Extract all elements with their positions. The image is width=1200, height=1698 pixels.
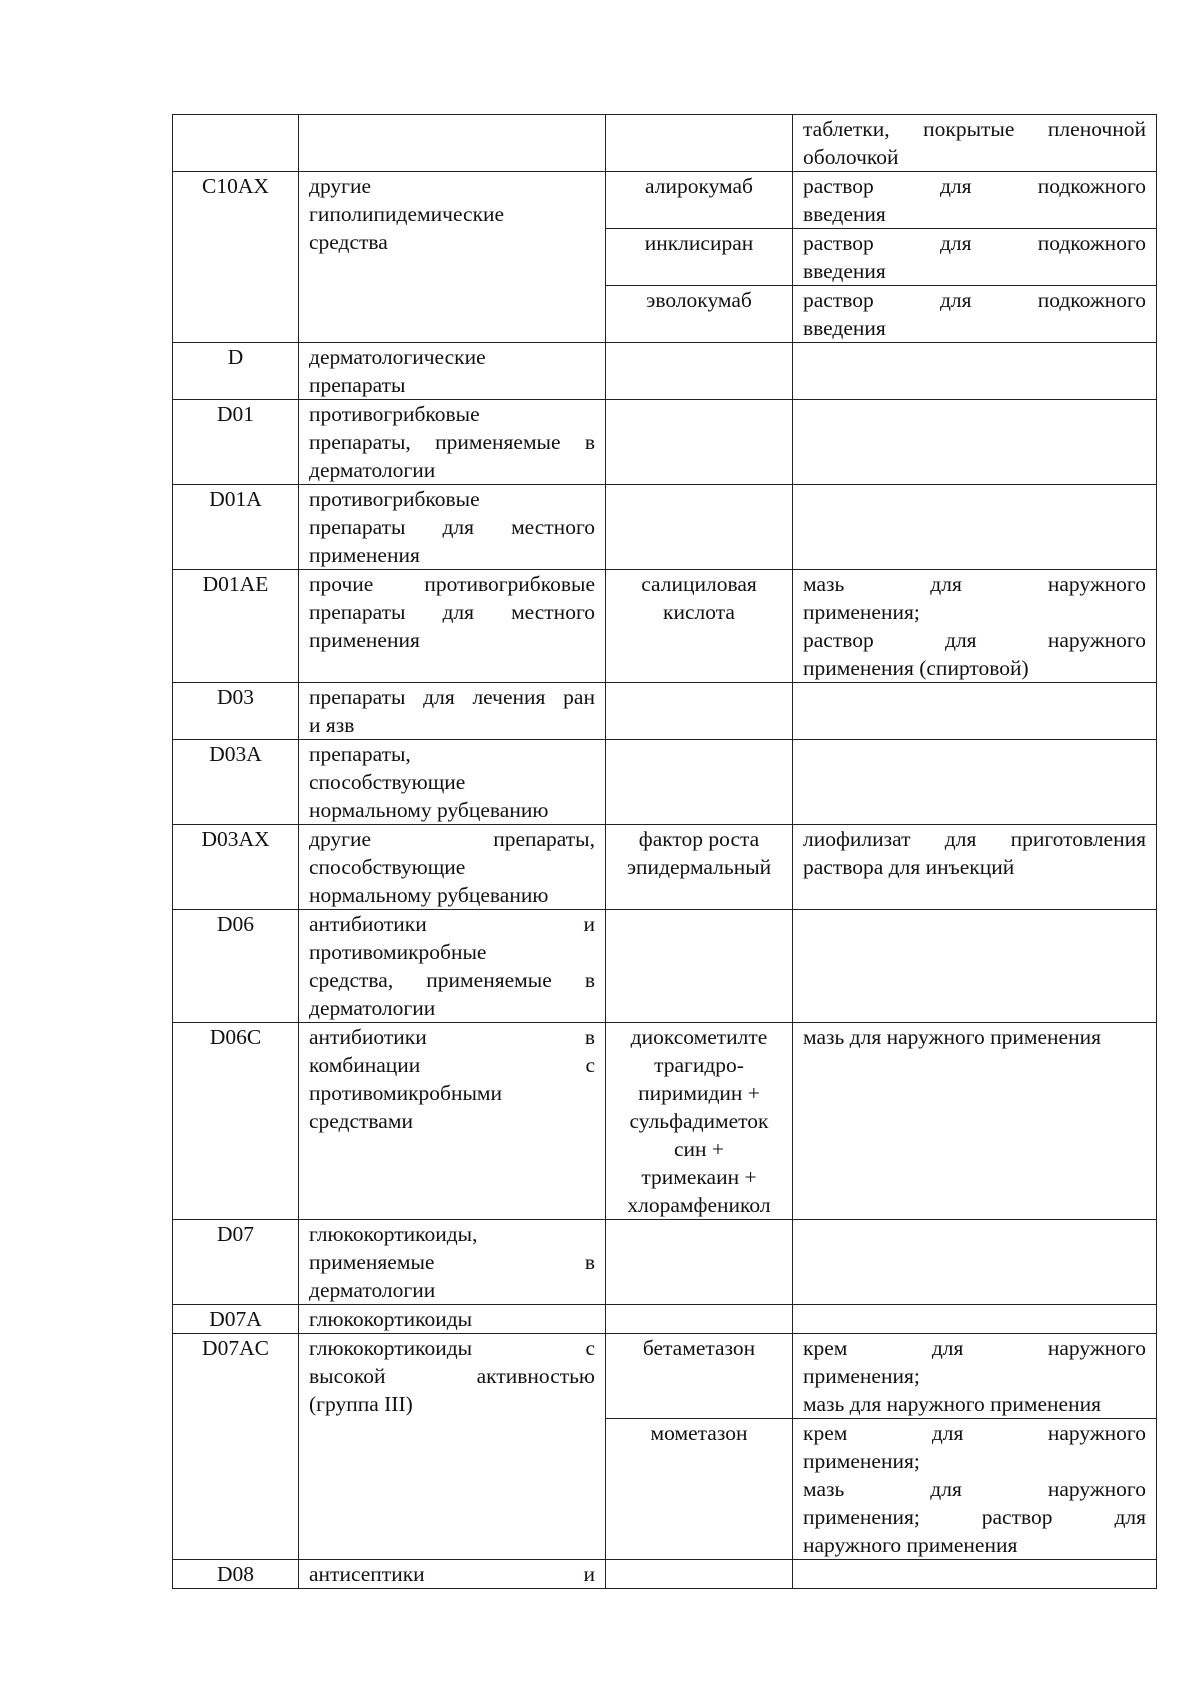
cell-word: глюкокортикоиды, (309, 1222, 478, 1246)
cell-word: для (939, 231, 972, 255)
atc-code: D07AC (202, 1336, 269, 1360)
cell-word: бетаметазон (642, 1336, 756, 1360)
atc-code-cell (173, 485, 299, 570)
cell-word: для (1114, 1505, 1146, 1529)
cell-word: мазь (803, 1477, 845, 1501)
cell-word: раствор (981, 1505, 1053, 1529)
cell-word: эволокумаб (646, 288, 752, 312)
table-row (173, 343, 1157, 400)
table-row (173, 1334, 1157, 1419)
atc-code: C10AX (202, 174, 269, 198)
cell-word: инклисиран (644, 231, 754, 255)
cell-word: местного (511, 600, 595, 624)
atc-code: D03A (209, 742, 262, 766)
cell-word: дерматологии (309, 458, 436, 482)
cell-line (616, 1107, 782, 1135)
atc-code-cell (173, 683, 299, 740)
cell-word: покрытые (923, 117, 1015, 141)
cell-word: применения (спиртовой) (803, 656, 1029, 680)
cell-word: для (939, 174, 972, 198)
cell-line (309, 1305, 595, 1333)
cell-line (616, 1334, 782, 1362)
cell-word: высокой (309, 1364, 386, 1388)
group-name-cell (299, 683, 606, 740)
cell-word: способствующие (309, 770, 466, 794)
cell-word: крем (803, 1421, 848, 1445)
cell-word: препараты, (309, 430, 411, 454)
cell-word: препараты (309, 600, 406, 624)
cell-line (616, 570, 782, 598)
group-name-cell (299, 485, 606, 570)
cell-line (616, 825, 782, 853)
cell-line (309, 541, 595, 569)
dosage-form-cell (793, 1220, 1157, 1305)
cell-line (309, 626, 595, 654)
cell-line (616, 172, 782, 200)
atc-code: D07A (209, 1307, 262, 1331)
atc-code-cell (173, 825, 299, 910)
group-name-cell (299, 740, 606, 825)
table-row (173, 115, 1157, 172)
cell-word: и (583, 1562, 595, 1586)
cell-word: крем (803, 1336, 848, 1360)
atc-code-cell (173, 1305, 299, 1334)
cell-word: пиримидин + (638, 1081, 760, 1105)
cell-line (616, 1163, 782, 1191)
cell-word: активностью (476, 1364, 595, 1388)
atc-code: D (227, 345, 244, 369)
cell-line (803, 825, 1146, 853)
cell-line (616, 1023, 782, 1051)
cell-line (803, 1447, 1146, 1475)
cell-word: для (931, 1336, 964, 1360)
atc-code-cell (173, 172, 299, 343)
dosage-form-cell (793, 910, 1157, 1023)
table-row (173, 1023, 1157, 1220)
atc-code-cell (173, 1220, 299, 1305)
cell-word: препараты, (309, 742, 411, 766)
dosage-form-cell (793, 485, 1157, 570)
group-name-cell (299, 343, 606, 400)
dosage-form-cell (793, 400, 1157, 485)
group-name-cell (299, 570, 606, 683)
cell-word: с (585, 1336, 595, 1360)
cell-word: мазь для наружного применения (803, 1025, 1101, 1049)
cell-word: местного (511, 515, 595, 539)
cell-word: применяемые (309, 1250, 435, 1274)
cell-word: введения (803, 316, 886, 340)
cell-line (803, 570, 1146, 598)
atc-code: D06 (216, 912, 255, 936)
inn-cell (606, 740, 793, 825)
cell-word: кислота (663, 600, 735, 624)
cell-word: применяемые (435, 430, 561, 454)
cell-word: пленочной (1047, 117, 1146, 141)
group-name-cell (299, 1560, 606, 1589)
table-row (173, 910, 1157, 1023)
cell-line (309, 1390, 595, 1418)
inn-cell (606, 400, 793, 485)
table-row (173, 172, 1157, 229)
cell-line (803, 598, 1146, 626)
cell-line (309, 570, 595, 598)
cell-line (616, 1051, 782, 1079)
inn-cell (606, 485, 793, 570)
cell-line (803, 1531, 1146, 1559)
cell-word: для (930, 572, 962, 596)
group-name-cell (299, 910, 606, 1023)
cell-word: препараты (309, 685, 406, 709)
cell-word: наружного (1047, 628, 1146, 652)
cell-word: салициловая (641, 572, 757, 596)
cell-word: применяемые (426, 968, 552, 992)
cell-word: средствами (309, 1109, 413, 1133)
cell-line (309, 796, 595, 824)
inn-cell (606, 172, 793, 229)
cell-word: алирокумаб (644, 174, 753, 198)
cell-line (616, 1079, 782, 1107)
cell-word: дерматологические (309, 345, 486, 369)
cell-line (309, 740, 595, 768)
inn-cell (606, 229, 793, 286)
drug-classification-table (172, 114, 1157, 1589)
cell-word: диоксометилте (630, 1025, 768, 1049)
inn-cell (606, 825, 793, 910)
group-name-cell (299, 1334, 606, 1560)
cell-word: введения (803, 202, 886, 226)
cell-word: эпидермальный (626, 855, 772, 879)
cell-word: с (585, 1053, 595, 1077)
cell-line (309, 1079, 595, 1107)
inn-cell (606, 910, 793, 1023)
cell-word: применения (309, 628, 420, 652)
cell-line (309, 513, 595, 541)
cell-line (616, 598, 782, 626)
cell-line (309, 1023, 595, 1051)
cell-line (309, 1107, 595, 1135)
inn-cell (606, 1419, 793, 1560)
cell-word: другие (309, 174, 372, 198)
cell-line (803, 229, 1146, 257)
table-row (173, 570, 1157, 683)
cell-word: мометазон (650, 1421, 748, 1445)
atc-code-cell (173, 740, 299, 825)
atc-code: D07 (216, 1222, 255, 1246)
cell-word: препараты (309, 373, 406, 397)
inn-cell (606, 683, 793, 740)
cell-word: применения; (803, 1449, 920, 1473)
cell-word: антисептики (309, 1562, 425, 1586)
cell-line (309, 1334, 595, 1362)
atc-code: D01AE (202, 572, 269, 596)
cell-line (803, 654, 1146, 682)
atc-code: D08 (216, 1562, 255, 1586)
cell-word: антибиотики (309, 912, 427, 936)
cell-word: препараты (309, 515, 406, 539)
cell-word: наружного (1047, 1477, 1146, 1501)
cell-word: фактор роста (638, 827, 760, 851)
dosage-form-cell (793, 570, 1157, 683)
inn-cell (606, 1220, 793, 1305)
atc-code: D03AX (201, 827, 270, 851)
cell-word: лиофилизат (803, 827, 911, 851)
cell-word: способствующие (309, 855, 466, 879)
table-row (173, 1220, 1157, 1305)
cell-word: и (583, 912, 595, 936)
inn-cell (606, 570, 793, 683)
cell-word: ран (563, 685, 595, 709)
cell-word: для (442, 600, 475, 624)
cell-word: и язв (309, 713, 355, 737)
atc-code: D01A (209, 487, 262, 511)
cell-word: введения (803, 259, 886, 283)
cell-line (309, 598, 595, 626)
cell-line (309, 1248, 595, 1276)
cell-word: раствор (803, 628, 874, 652)
cell-word: подкожного (1037, 288, 1146, 312)
cell-line (803, 853, 1146, 881)
inn-cell (606, 115, 793, 172)
cell-line (803, 286, 1146, 314)
cell-word: раствор (803, 174, 874, 198)
cell-line (803, 626, 1146, 654)
cell-word: наружного применения (803, 1533, 1018, 1557)
atc-code: D06C (209, 1025, 262, 1049)
cell-line (803, 143, 1146, 171)
cell-word: противогрибковые (424, 572, 595, 596)
cell-line (309, 172, 595, 200)
cell-word: для (944, 827, 977, 851)
cell-word: лечения (472, 685, 546, 709)
cell-word: применения; (803, 1364, 920, 1388)
cell-word: сульфадиметок (629, 1109, 769, 1133)
inn-cell (606, 1560, 793, 1589)
cell-word: син + (673, 1137, 725, 1161)
cell-line (616, 1419, 782, 1447)
cell-word: мазь для наружного применения (803, 1392, 1101, 1416)
cell-word: раствора для инъекций (803, 855, 1015, 879)
atc-code-cell (173, 570, 299, 683)
cell-line (616, 229, 782, 257)
cell-line (309, 966, 595, 994)
cell-word: оболочкой (803, 145, 899, 169)
cell-word: средства (309, 230, 388, 254)
atc-code: D03 (216, 685, 255, 709)
cell-word: наружного (1047, 1421, 1146, 1445)
cell-line (309, 1560, 595, 1588)
table-row (173, 825, 1157, 910)
cell-line (803, 314, 1146, 342)
cell-line (309, 200, 595, 228)
cell-line (309, 683, 595, 711)
atc-code-cell (173, 1560, 299, 1589)
cell-word: мазь (803, 572, 845, 596)
cell-line (309, 1220, 595, 1248)
cell-line (803, 115, 1146, 143)
cell-line (803, 1503, 1146, 1531)
atc-code-cell (173, 1023, 299, 1220)
cell-line (309, 1276, 595, 1304)
cell-word: дерматологии (309, 1278, 436, 1302)
atc-code-cell (173, 400, 299, 485)
cell-line (309, 910, 595, 938)
dosage-form-cell (793, 683, 1157, 740)
cell-line (309, 1362, 595, 1390)
cell-line (803, 1023, 1146, 1051)
cell-word: прочие (309, 572, 374, 596)
cell-word: глюкокортикоиды (309, 1307, 473, 1331)
cell-line (309, 485, 595, 513)
cell-word: комбинации (309, 1053, 421, 1077)
atc-code: D01 (216, 402, 255, 426)
dosage-form-cell (793, 1023, 1157, 1220)
cell-word: подкожного (1037, 174, 1146, 198)
cell-line (803, 1419, 1146, 1447)
cell-line (309, 343, 595, 371)
table-row (173, 683, 1157, 740)
dosage-form-cell (793, 172, 1157, 229)
cell-word: таблетки, (803, 117, 890, 141)
cell-line (309, 228, 595, 256)
group-name-cell (299, 1220, 606, 1305)
cell-line (309, 938, 595, 966)
dosage-form-cell (793, 115, 1157, 172)
cell-line (309, 371, 595, 399)
cell-word: противогрибковые (309, 487, 480, 511)
cell-word: раствор (803, 231, 874, 255)
cell-word: другие (309, 827, 372, 851)
cell-word: средства, (309, 968, 394, 992)
cell-word: наружного (1047, 572, 1146, 596)
inn-cell (606, 1023, 793, 1220)
cell-line (309, 853, 595, 881)
cell-line (803, 257, 1146, 285)
group-name-cell (299, 115, 606, 172)
group-name-cell (299, 825, 606, 910)
group-name-cell (299, 172, 606, 343)
cell-word: в (584, 1025, 595, 1049)
cell-word: в (584, 968, 595, 992)
cell-word: наружного (1047, 1336, 1146, 1360)
cell-word: глюкокортикоиды (309, 1336, 473, 1360)
cell-word: противогрибковые (309, 402, 480, 426)
cell-word: противомикробными (309, 1081, 503, 1105)
table-row (173, 740, 1157, 825)
cell-word: трагидро- (654, 1053, 744, 1077)
cell-line (309, 825, 595, 853)
cell-word: противомикробные (309, 940, 487, 964)
table-row (173, 400, 1157, 485)
cell-line (803, 1334, 1146, 1362)
cell-word: для (931, 1421, 964, 1445)
atc-code-cell (173, 115, 299, 172)
cell-line (309, 768, 595, 796)
dosage-form-cell (793, 1419, 1157, 1560)
table-row (173, 1560, 1157, 1589)
table-row (173, 1305, 1157, 1334)
dosage-form-cell (793, 229, 1157, 286)
inn-cell (606, 1305, 793, 1334)
group-name-cell (299, 1305, 606, 1334)
cell-word: применения; (803, 1505, 920, 1529)
cell-line (803, 1390, 1146, 1418)
cell-word: дерматологии (309, 996, 436, 1020)
cell-line (803, 200, 1146, 228)
cell-line (309, 994, 595, 1022)
cell-word: нормальному рубцеванию (309, 798, 549, 822)
cell-word: для (442, 515, 475, 539)
cell-word: нормальному рубцеванию (309, 883, 549, 907)
cell-word: применения (309, 543, 420, 567)
cell-word: приготовления (1010, 827, 1146, 851)
cell-line (616, 1135, 782, 1163)
cell-word: в (584, 1250, 595, 1274)
cell-word: гиполипидемические (309, 202, 505, 226)
cell-word: антибиотики (309, 1025, 427, 1049)
atc-code-cell (173, 343, 299, 400)
cell-word: применения; (803, 600, 920, 624)
dosage-form-cell (793, 286, 1157, 343)
atc-code-cell (173, 910, 299, 1023)
cell-word: для (939, 288, 972, 312)
dosage-form-cell (793, 1334, 1157, 1419)
cell-line (803, 1475, 1146, 1503)
cell-word: в (584, 430, 595, 454)
cell-line (309, 456, 595, 484)
dosage-form-cell (793, 1305, 1157, 1334)
cell-word: (группа III) (309, 1392, 413, 1416)
cell-line (309, 400, 595, 428)
group-name-cell (299, 400, 606, 485)
dosage-form-cell (793, 740, 1157, 825)
cell-line (803, 172, 1146, 200)
cell-word: раствор (803, 288, 874, 312)
cell-line (803, 1362, 1146, 1390)
inn-cell (606, 1334, 793, 1419)
atc-code-cell (173, 1334, 299, 1560)
cell-line (309, 711, 595, 739)
group-name-cell (299, 1023, 606, 1220)
cell-line (309, 881, 595, 909)
cell-word: для (423, 685, 455, 709)
cell-line (616, 853, 782, 881)
cell-word: для (945, 628, 977, 652)
cell-word: тримекаин + (641, 1165, 757, 1189)
cell-line (616, 286, 782, 314)
cell-line (616, 1191, 782, 1219)
cell-line (309, 428, 595, 456)
cell-word: для (930, 1477, 962, 1501)
inn-cell (606, 343, 793, 400)
dosage-form-cell (793, 1560, 1157, 1589)
cell-word: подкожного (1037, 231, 1146, 255)
table-row (173, 485, 1157, 570)
cell-word: хлорамфеникол (627, 1193, 771, 1217)
cell-word: препараты, (493, 827, 595, 851)
dosage-form-cell (793, 825, 1157, 910)
cell-line (309, 1051, 595, 1079)
inn-cell (606, 286, 793, 343)
dosage-form-cell (793, 343, 1157, 400)
